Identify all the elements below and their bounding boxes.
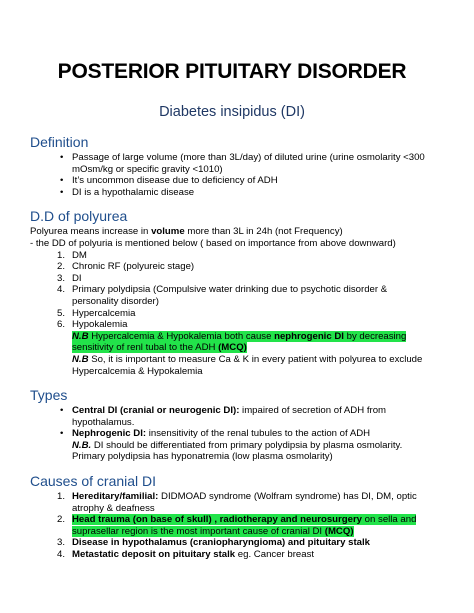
nb-text: DI should be differentiated from primary polydipsia by plasma osmolarity. xyxy=(91,439,403,451)
list-item xyxy=(30,261,434,273)
list-item xyxy=(30,514,434,537)
cause-name: Disease in hypothalamus (craniopharyngioma) and pituitary stalk xyxy=(72,537,371,549)
dd-note-1 xyxy=(30,331,434,354)
cause-name: Head trauma (on base of skull) , radiotherapy and neurosurgery xyxy=(72,514,363,526)
list-number: 4. xyxy=(57,284,66,296)
cause-desc: eg. Cancer breast xyxy=(235,549,315,561)
type-name: Central DI (cranial or neurogenic DI): xyxy=(72,405,240,417)
list-text: Primary polydipsia (Compulsive water drinking due to psychotic disorder & personality disorder) xyxy=(72,284,388,307)
nb-text: by decreasing sensitivity of renl tubal to the ADH xyxy=(72,330,407,354)
list-number: 3. xyxy=(57,272,66,284)
list-item xyxy=(30,405,434,428)
cause-desc: on sella and suprasellar region is the most important cause of cranial DI xyxy=(72,514,417,537)
dd-list xyxy=(30,250,434,331)
causes-section xyxy=(30,473,434,561)
list-number: 3. xyxy=(57,537,66,549)
list-item xyxy=(30,250,434,262)
list-item xyxy=(30,428,434,440)
nb-label: N.B xyxy=(72,353,89,365)
list-number: 1. xyxy=(57,249,66,261)
list-number: 2. xyxy=(57,514,66,526)
dd-intro-text: Polyurea means increase in xyxy=(30,226,152,238)
list-item xyxy=(30,537,434,549)
list-item: • It’s uncommon disease due to deficiency of ADH xyxy=(30,175,434,187)
list-number: 4. xyxy=(57,549,66,561)
definition-section xyxy=(30,134,434,198)
cause-name: Hereditary/familial: xyxy=(72,491,159,503)
list-text: DI xyxy=(72,272,82,284)
list-text: Hypercalcemia xyxy=(72,307,136,319)
nb-text: So, it is important to measure Ca & K in every patient with polyurea to exclude Hypercalcemia & Hypokalemia xyxy=(72,353,423,377)
types-section xyxy=(30,387,434,463)
list-item xyxy=(30,491,434,514)
list-item: • DI is a hypothalamic disease xyxy=(30,187,434,199)
mcq-tag: (MCQ) xyxy=(324,525,354,537)
list-number: 6. xyxy=(57,319,66,331)
nb-bold: nephrogenic DI xyxy=(274,330,344,342)
page-title: POSTERIOR PITUITARY DISORDER xyxy=(57,60,407,83)
list-number: 1. xyxy=(57,491,66,503)
type-name: Nephrogenic DI: xyxy=(72,428,147,440)
types-list xyxy=(30,405,434,440)
dd-intro xyxy=(30,226,434,238)
definition-heading: Definition xyxy=(30,134,89,150)
types-note xyxy=(30,440,434,452)
list-text: Hypokalemia xyxy=(72,319,128,331)
nb-label: N.B xyxy=(72,330,89,342)
page-subtitle: Diabetes insipidus (DI) xyxy=(159,104,305,120)
list-text: DM xyxy=(72,249,87,261)
nb-label: N.B. xyxy=(72,439,92,451)
dd-intro-2: - the DD of polyuria is mentioned below ( based on importance from above downward) xyxy=(30,237,396,249)
list-item xyxy=(30,319,434,331)
dd-section xyxy=(30,208,434,377)
list-number: 2. xyxy=(57,261,66,273)
definition-list xyxy=(30,152,434,198)
list-text: Chronic RF (polyureic stage) xyxy=(72,261,195,273)
cause-name: Metastatic deposit on pituitary stalk xyxy=(72,549,236,561)
cause-desc: DIDMOAD syndrome (Wolfram syndrome) has DI, DM, optic atrophy & deafness xyxy=(72,491,417,514)
type-desc: insensitivity of the renal tubules to the action of ADH xyxy=(146,428,371,440)
list-item xyxy=(30,284,434,307)
nb-text: Hypercalcemia & Hypokalemia both cause xyxy=(88,330,275,342)
causes-list xyxy=(30,491,434,561)
list-item xyxy=(30,549,434,561)
types-heading: Types xyxy=(30,387,68,404)
list-number: 5. xyxy=(57,307,66,319)
types-note-line-2: Primary polydipsia has hyponatremia (low plasma osmolarity) xyxy=(72,451,333,463)
list-item xyxy=(30,273,434,285)
dd-intro-bold: volume xyxy=(151,226,185,238)
dd-heading: D.D of polyurea xyxy=(30,208,128,225)
type-desc: impaired of secretion of ADH from hypothalamus. xyxy=(72,405,387,428)
mcq-tag: (MCQ) xyxy=(218,342,247,354)
causes-heading: Causes of cranial DI xyxy=(30,473,157,490)
dd-intro-text-end: more than 3L in 24h (not Frequency) xyxy=(184,226,343,238)
dd-note-2 xyxy=(30,354,434,377)
list-item: • Passage of large volume (more than 3L/day) of diluted urine (urine osmolarity <300 mOsm/kg or specific gravity <1010) xyxy=(30,152,434,175)
list-item xyxy=(30,308,434,320)
